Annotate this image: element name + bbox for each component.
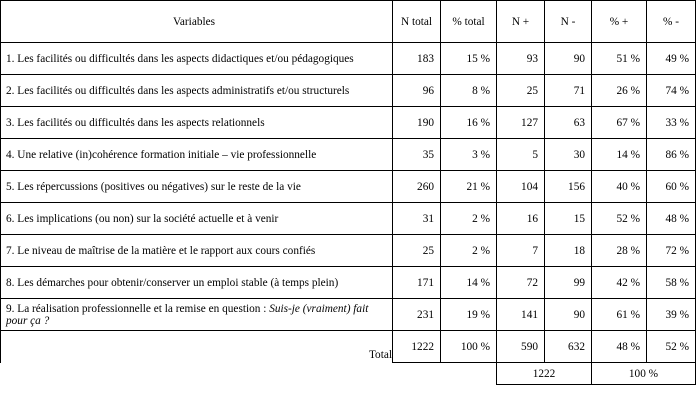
header-pct-total: % total [441, 1, 497, 43]
cell-pct-total: 2 % [441, 203, 497, 235]
total-label: Total [368, 348, 392, 361]
variable-label: 6. Les implications (ou non) sur la société actuelle et à venir [6, 212, 279, 225]
total-pct-minus: 52 % [647, 331, 696, 363]
cell-pct-plus: 67 % [592, 107, 647, 139]
cell-pct-total: 21 % [441, 171, 497, 203]
header-n-total: N total [393, 1, 441, 43]
total-n-total: 1222 [393, 331, 441, 363]
cell-n-plus: 5 [497, 139, 545, 171]
sum-spacer-2 [393, 363, 441, 385]
cell-pct-total: 16 % [441, 107, 497, 139]
cell-pct-plus: 14 % [592, 139, 647, 171]
cell-n-minus: 63 [545, 107, 592, 139]
cell-n-plus: 7 [497, 235, 545, 267]
cell-pct-minus: 49 % [647, 43, 696, 75]
total-row [1, 331, 696, 363]
cell-pct-plus: 40 % [592, 171, 647, 203]
cell-n-total: 35 [393, 139, 441, 171]
total-pct-plus: 48 % [592, 331, 647, 363]
cell-pct-minus: 58 % [647, 267, 696, 299]
cell-pct-minus: 60 % [647, 171, 696, 203]
sum-n: 1222 [497, 363, 592, 385]
cell-pct-plus: 26 % [592, 75, 647, 107]
cell-n-total: 25 [393, 235, 441, 267]
variable-label: 5. Les répercussions (positives ou négatives) sur le reste de la vie [6, 180, 301, 193]
cell-pct-minus: 74 % [647, 75, 696, 107]
cell-pct-plus: 42 % [592, 267, 647, 299]
cell-n-total: 190 [393, 107, 441, 139]
variable-label-cell [1, 107, 393, 139]
cell-n-plus: 72 [497, 267, 545, 299]
cell-pct-total: 3 % [441, 139, 497, 171]
table-row [1, 75, 696, 107]
sum-pct: 100 % [592, 363, 696, 385]
table-row [1, 299, 696, 331]
cell-n-total: 31 [393, 203, 441, 235]
cell-n-plus: 104 [497, 171, 545, 203]
cell-pct-plus: 61 % [592, 299, 647, 331]
header-n-plus: N + [497, 1, 545, 43]
table-row [1, 139, 696, 171]
header-variables: Variables [1, 1, 393, 43]
cell-pct-minus: 72 % [647, 235, 696, 267]
variable-label-cell [1, 171, 393, 203]
cell-pct-total: 14 % [441, 267, 497, 299]
cell-n-minus: 156 [545, 171, 592, 203]
cell-n-total: 183 [393, 43, 441, 75]
total-n-plus: 590 [497, 331, 545, 363]
cell-pct-minus: 48 % [647, 203, 696, 235]
cell-pct-total: 8 % [441, 75, 497, 107]
variable-label: 4. Une relative (in)cohérence formation initiale – vie professionnelle [6, 148, 317, 161]
cell-n-total: 260 [393, 171, 441, 203]
header-pct-plus: % + [592, 1, 647, 43]
table-row [1, 267, 696, 299]
variable-label: 1. Les facilités ou difficultés dans les aspects didactiques et/ou pédagogiques [6, 52, 354, 65]
cell-n-minus: 71 [545, 75, 592, 107]
table-row [1, 171, 696, 203]
cell-n-minus: 18 [545, 235, 592, 267]
cell-n-plus: 16 [497, 203, 545, 235]
variable-label: 3. Les facilités ou difficultés dans les aspects relationnels [6, 116, 265, 129]
table-row [1, 235, 696, 267]
sum-spacer-3 [441, 363, 497, 385]
cell-pct-plus: 52 % [592, 203, 647, 235]
variable-label-cell [1, 203, 393, 235]
cell-n-plus: 141 [497, 299, 545, 331]
total-label-cell [1, 331, 393, 363]
total-pct-total: 100 % [441, 331, 497, 363]
cell-pct-total: 15 % [441, 43, 497, 75]
cell-n-minus: 90 [545, 43, 592, 75]
variable-label-cell [1, 299, 393, 331]
cell-pct-minus: 33 % [647, 107, 696, 139]
variable-label-cell [1, 139, 393, 171]
variable-label: 9. La réalisation professionnelle et la remise en question : [6, 302, 270, 315]
variable-label: 7. Le niveau de maîtrise de la matière et le rapport aux cours confiés [6, 244, 316, 257]
sum-row [1, 363, 696, 385]
cell-n-plus: 93 [497, 43, 545, 75]
table-row [1, 43, 696, 75]
table-row [1, 203, 696, 235]
header-row [1, 1, 696, 43]
cell-n-minus: 30 [545, 139, 592, 171]
cell-n-plus: 127 [497, 107, 545, 139]
variable-label-italic: Suis-je (vraiment) fait pour ça ? [6, 302, 369, 327]
cell-n-plus: 25 [497, 75, 545, 107]
variable-label-cell [1, 235, 393, 267]
cell-pct-total: 19 % [441, 299, 497, 331]
cell-pct-minus: 86 % [647, 139, 696, 171]
header-n-minus: N - [545, 1, 592, 43]
header-pct-minus: % - [647, 1, 696, 43]
cell-pct-plus: 51 % [592, 43, 647, 75]
variable-label: 8. Les démarches pour obtenir/conserver un emploi stable (à temps plein) [6, 276, 339, 289]
total-n-minus: 632 [545, 331, 592, 363]
table-row [1, 107, 696, 139]
variable-label-cell [1, 43, 393, 75]
cell-pct-plus: 28 % [592, 235, 647, 267]
cell-n-minus: 90 [545, 299, 592, 331]
cell-pct-total: 2 % [441, 235, 497, 267]
variable-label: 2. Les facilités ou difficultés dans les aspects administratifs et/ou structurels [6, 84, 350, 97]
variable-label-cell [1, 267, 393, 299]
cell-n-total: 96 [393, 75, 441, 107]
cell-n-total: 171 [393, 267, 441, 299]
cell-n-total: 231 [393, 299, 441, 331]
variable-label-cell [1, 75, 393, 107]
cell-pct-minus: 39 % [647, 299, 696, 331]
cell-n-minus: 15 [545, 203, 592, 235]
cell-n-minus: 99 [545, 267, 592, 299]
sum-spacer [1, 363, 393, 385]
